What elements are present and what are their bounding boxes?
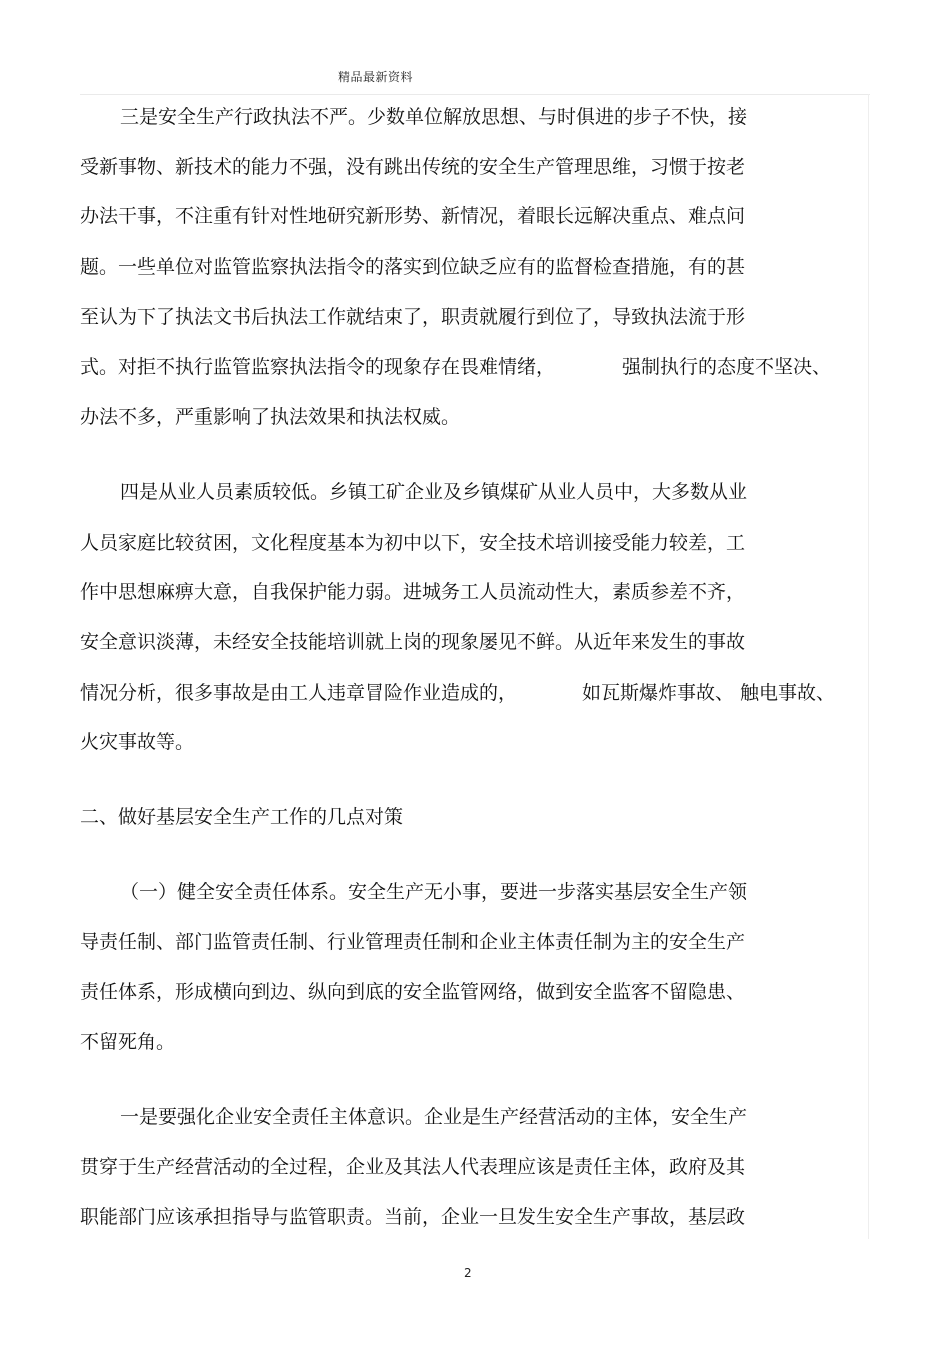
right-margin-rule — [868, 94, 869, 1239]
body-line: 办法干事，不注重有针对性地研究新形势、新情况，着眼长远解决重点、难点问 — [80, 205, 746, 227]
body-line: 责任体系，形成横向到边、纵向到底的安全监管网络，做到安全监客不留隐患、 — [80, 981, 746, 1003]
body-line: 职能部门应该承担指导与监管职责。当前，企业一旦发生安全生产事故，基层政 — [80, 1206, 746, 1228]
section-heading: 二、做好基层安全生产工作的几点对策 — [80, 806, 404, 828]
body-line: 火灾事故等。 — [80, 731, 195, 753]
body-line: 题。一些单位对监管监察执法指令的落实到位缺乏应有的监督检查措施，有的甚 — [80, 256, 746, 278]
body-line: 贯穿于生产经营活动的全过程，企业及其法人代表理应该是责任主体，政府及其 — [80, 1156, 746, 1178]
body-line: （一）健全安全责任体系。安全生产无小事，要进一步落实基层安全生产领 — [120, 881, 748, 903]
body-line: 安全意识淡薄，未经安全技能培训就上岗的现象屡见不鲜。从近年来发生的事故 — [80, 631, 746, 653]
page-number: 2 — [464, 1266, 472, 1280]
body-line: 情况分析，很多事故是由工人违章冒险作业造成的， — [80, 682, 518, 704]
header-divider — [80, 94, 870, 95]
body-line: 式。对拒不执行监管监察执法指令的现象存在畏难情绪， — [80, 356, 556, 378]
body-line: 导责任制、部门监管责任制、行业管理责任制和企业主体责任制为主的安全生产 — [80, 931, 746, 953]
body-line: 受新事物、新技术的能力不强，没有跳出传统的安全生产管理思维，习惯于按老 — [80, 156, 746, 178]
body-line: 至认为下了执法文书后执法工作就结束了，职责就履行到位了，导致执法流于形 — [80, 306, 746, 328]
page-header: 精品最新资料 — [338, 70, 414, 84]
body-line: 强制执行的态度不坚决、 — [622, 356, 832, 378]
body-line: 作中思想麻痹大意，自我保护能力弱。进城务工人员流动性大，素质参差不齐， — [80, 581, 746, 603]
body-line: 一是要强化企业安全责任主体意识。企业是生产经营活动的主体，安全生产 — [120, 1106, 748, 1128]
body-line: 人员家庭比较贫困，文化程度基本为初中以下，安全技术培训接受能力较差，工 — [80, 532, 746, 554]
body-line: 如瓦斯爆炸事故、 触电事故、 — [582, 682, 836, 704]
body-line: 三是安全生产行政执法不严。少数单位解放思想、与时俱进的步子不快，接 — [120, 106, 748, 128]
body-line: 不留死角。 — [80, 1031, 176, 1053]
body-line: 办法不多，严重影响了执法效果和执法权威。 — [80, 406, 461, 428]
body-line: 四是从业人员素质较低。乡镇工矿企业及乡镇煤矿从业人员中，大多数从业 — [120, 481, 748, 503]
